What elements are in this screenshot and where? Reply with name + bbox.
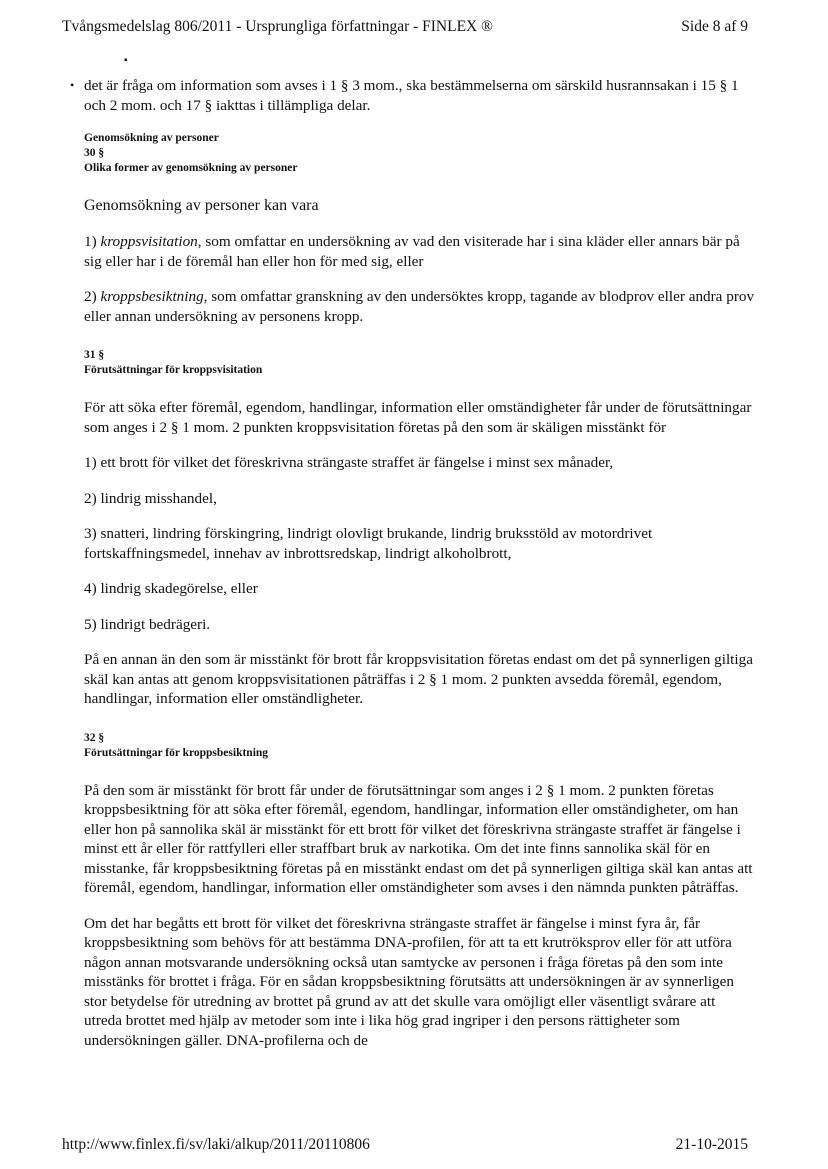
defined-term: kroppsvisitation (100, 233, 198, 250)
page-footer (62, 1136, 748, 1154)
list-item: 4) lindrig skadegörelse, eller (84, 580, 258, 597)
section-title: Förutsättningar för kroppsbesiktning (84, 746, 269, 759)
section-title: Förutsättningar för kroppsvisitation (84, 364, 263, 376)
list-item: 2) lindrig misshandel, (84, 489, 217, 507)
section-number: 32 § (84, 731, 105, 744)
list-item: 5) lindrigt bedrägeri. (84, 615, 211, 633)
page-header (62, 18, 748, 36)
paragraph: Genomsökning av personer kan vara (84, 197, 319, 214)
list-item: 1) kroppsvisitation, som omfattar en undersökning av vad den visiterade har i sina kläder eller annars bär på sig eller har i de föremål han eller hon för med sig, eller (84, 233, 740, 270)
document-title: Tvångsmedelslag 806/2011 - Ursprungliga författningar - FINLEX ® (62, 18, 493, 35)
chapter-heading: Genomsökning av personer (84, 132, 219, 144)
defined-term: kroppsbesiktning (100, 288, 204, 305)
page-number: Side 8 af 9 (681, 18, 748, 35)
document-body (84, 76, 756, 1050)
section-number: 31 § (84, 349, 105, 361)
source-url: http://www.finlex.fi/sv/laki/alkup/2011/20110806 (62, 1136, 370, 1153)
section-number: 30 § (84, 147, 105, 159)
print-date: 21-10-2015 (675, 1136, 748, 1153)
section-title: Olika former av genomsökning av personer (84, 162, 298, 174)
list-item: 1) ett brott för vilket det föreskrivna strängaste straffet är fängelse i minst sex månader, (84, 454, 614, 471)
paragraph: Om det har begåtts ett brott för vilket det föreskrivna strängaste straffet är fängelse i minst fyra år, får kroppsbesiktning som behövs för att bestämma DNA-profilen, för att ta ett krutröksprov eller för att utföra någon annan motsvarande undersökning också utan samtycke av personen i fråga företas på den som inte misstänks för brottet i fråga. För en sådan kroppsbesiktning förutsätts att undersökningen är av synnerligen stor betydelse för utredning av brottet på grund av att det skulle vara omöjligt eller väsentligt svårare att utreda brottet med hjälp av metoder som inte i lika hög grad ingriper i den persons rättigheter som undersökningen gäller. DNA-profilerna och de (84, 914, 734, 1049)
paragraph: På en annan än den som är misstänkt för brott får kroppsvisitation företas endast om det på synnerligen giltiga skäl kan antas att genom kroppsvisitationen påträffas i 2 § 1 mom. 2 punkten avsedda föremål, egendom, handlingar, information eller omständligheter. (84, 651, 753, 707)
scan-mark: ▪ (124, 55, 128, 66)
paragraph: På den som är misstänkt för brott får under de förutsättningar som anges i 2 § 1 mom. 2 punkten företas kroppsbesiktning för att söka efter föremål, egendom, handlingar, information eller omständigheter, om han eller hon på sannolika skäl är misstänkt för ett brott för vilket det föreskrivna strängaste straffet är fängelse i minst ett år eller för rattfylleri eller straffbart bruk av narkotika. Om det inte finns sannolika skäl för en misstanke, får kroppsbesiktning företas på en misstänkt endast om det på synnerligen giltiga skäl kan antas att föremål, egendom, handlingar, information eller omständigheter som avses i den nämnda punkten påträffas. (84, 781, 753, 896)
list-item: 3) snatteri, lindring förskingring, lindrigt olovligt brukande, lindrig bruksstöld av motordrivet fortskaffningsmedel, innehav av inbrottsredskap, lindrigt alkoholbrott, (84, 525, 653, 562)
intro-paragraph: • det är fråga om information som avses i 1 § 3 mom., ska bestämmelserna om särskild husrannsakan i 15 § 1 och 2 mom. och 17 § iakttas i tillämpliga delar. (84, 76, 756, 115)
paragraph: För att söka efter föremål, egendom, handlingar, information eller omständigheter får under de förutsättningar som anges i 2 § 1 mom. 2 punkten kroppsvisitation företas på den som är skäligen misstänkt för (84, 399, 752, 436)
list-item: 2) kroppsbesiktning, som omfattar granskning av den undersöktes kropp, tagande av blodprov eller andra prov eller annan undersökning av personens kropp. (84, 288, 755, 325)
